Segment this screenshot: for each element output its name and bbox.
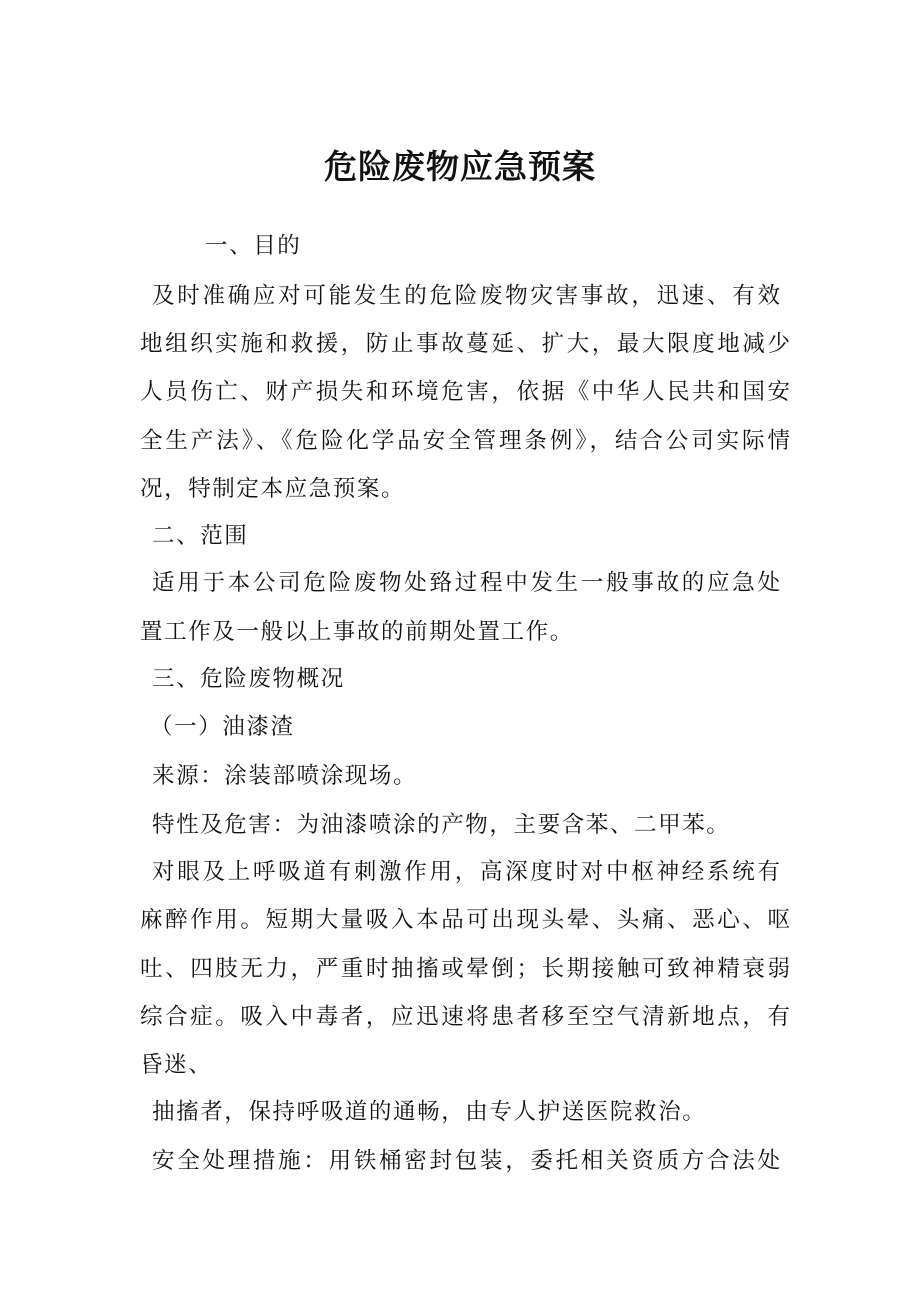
paragraph-line: 况，特制定本应急预案。 <box>140 476 406 502</box>
paragraph-line: 适用于本公司危险废物处臵过程中发生一般事故的应急处 <box>152 570 780 596</box>
heading-purpose: 一、目的 <box>205 233 302 259</box>
subheading-paint-residue: （一）油漆渣 <box>150 714 295 740</box>
paragraph-line: 昏迷、 <box>140 1052 213 1078</box>
paragraph-line: 对眼及上呼吸道有刺激作用，高深度时对中枢神经系统有 <box>152 859 780 885</box>
paragraph-line: 地组织实施和救援，防止事故蔓延、扩大，最大限度地减少 <box>140 331 790 357</box>
paragraph-line: 人员伤亡、财产损失和环境危害，依据《中华人民共和国安 <box>140 379 790 405</box>
paragraph-line: 全生产法》、《危险化学品安全管理条例》，结合公司实际情 <box>140 428 790 454</box>
paragraph-line: 抽搐者，保持呼吸道的通畅，由专人护送医院救治。 <box>152 1099 707 1125</box>
heading-scope: 二、范围 <box>152 523 249 549</box>
paragraph-line: 安全处理措施：用铁桶密封包装，委托相关资质方合法处 <box>152 1148 780 1174</box>
heading-overview: 三、危险废物概况 <box>152 666 345 692</box>
paragraph-line: 综合症。吸入中毒者，应迅速将患者移至空气清新地点，有 <box>140 1004 790 1030</box>
paragraph-line: 来源：涂装部喷涂现场。 <box>152 763 418 789</box>
paragraph-line: 置工作及一般以上事故的前期处置工作。 <box>140 619 574 645</box>
paragraph-line: 麻醉作用。短期大量吸入本品可出现头晕、头痛、恶心、呕 <box>140 907 790 933</box>
paragraph-line: 吐、四肢无力，严重时抽搐或晕倒；长期接触可致神精衰弱 <box>140 956 790 982</box>
paragraph-line: 特性及危害：为油漆喷涂的产物，主要含苯、二甲苯。 <box>152 812 731 838</box>
page-title: 危险废物应急预案 <box>324 147 596 186</box>
paragraph-line: 及时准确应对可能发生的危险废物灾害事故，迅速、有效 <box>152 283 780 309</box>
